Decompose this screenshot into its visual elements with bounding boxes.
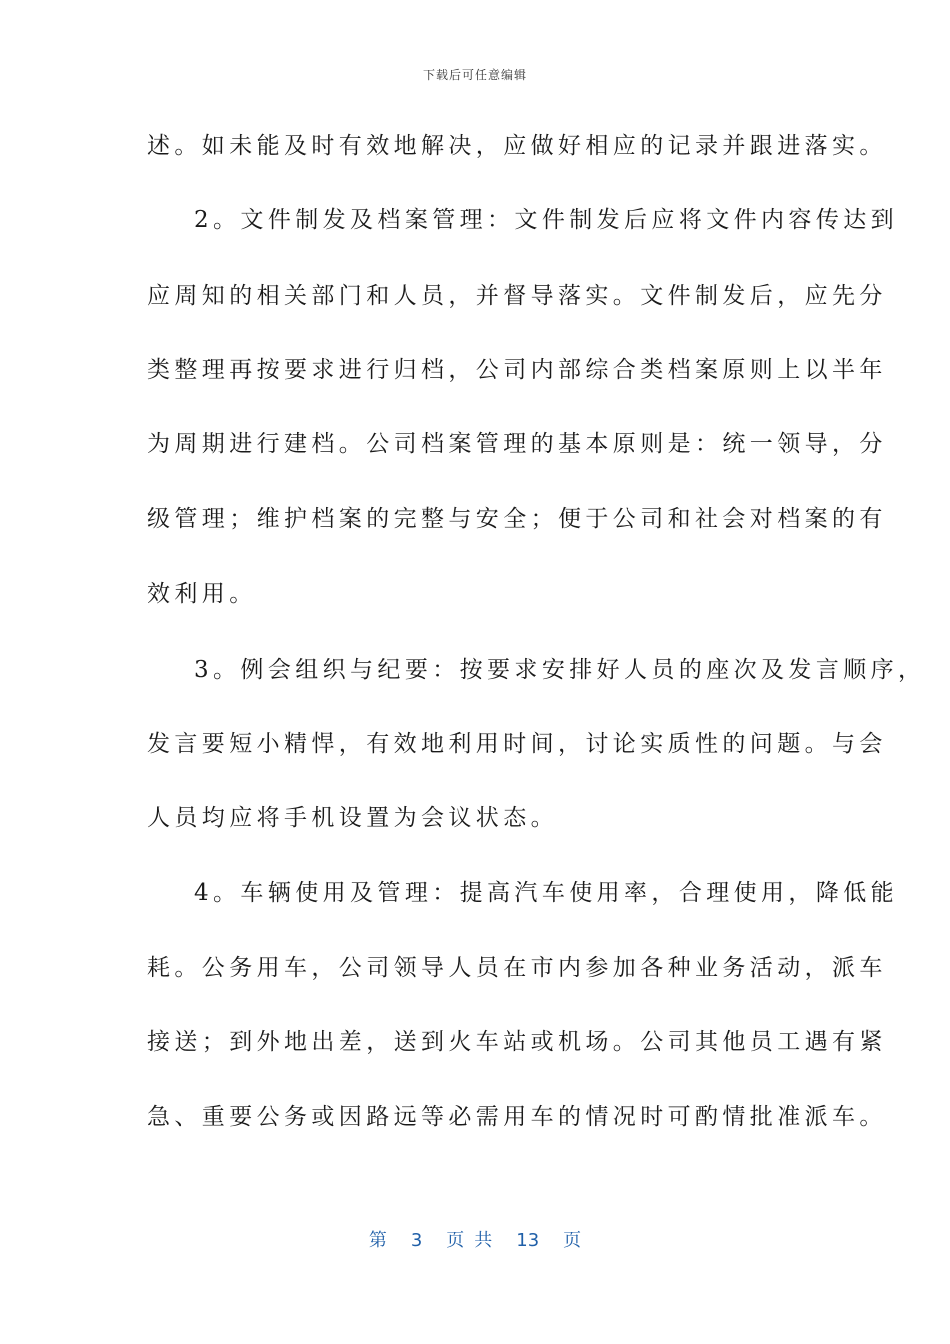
text-line: 述。如未能及时有效地解决，应做好相应的记录并跟进落实。: [147, 133, 887, 159]
text-line: 为周期进行建档。公司档案管理的基本原则是：统一领导，分: [147, 431, 887, 457]
text-line: 级管理；维护档案的完整与安全；便于公司和社会对档案的有: [147, 506, 887, 532]
footer-total-pages: 13: [516, 1230, 540, 1251]
text-line: 急、重要公务或因路远等必需用车的情况时可酌情批准派车。: [147, 1104, 887, 1130]
text-line: 3。例会组织与纪要：按要求安排好人员的座次及发言顺序，: [194, 657, 926, 683]
text-line: 接送；到外地出差，送到火车站或机场。公司其他员工遇有紧: [147, 1029, 887, 1055]
footer-prefix: 第: [368, 1230, 387, 1251]
footer-suffix: 页: [563, 1230, 582, 1251]
footer-middle: 页共: [446, 1230, 503, 1251]
text-line: 发言要短小精悍，有效地利用时间，讨论实质性的问题。与会: [147, 731, 887, 757]
text-line: 效利用。: [147, 581, 257, 607]
text-line: 类整理再按要求进行归档，公司内部综合类档案原则上以半年: [147, 357, 887, 383]
page-header: 下载后可任意编辑: [422, 68, 527, 82]
page-footer: [0, 1226, 950, 1252]
text-line: 4。车辆使用及管理：提高汽车使用率，合理使用，降低能: [194, 880, 899, 906]
footer-page-number: 3: [410, 1230, 423, 1251]
text-line: 耗。公务用车，公司领导人员在市内参加各种业务活动，派车: [147, 955, 887, 981]
text-line: 人员均应将手机设置为会议状态。: [147, 805, 558, 831]
text-line: 2。文件制发及档案管理：文件制发后应将文件内容传达到: [194, 207, 899, 233]
text-line: 应周知的相关部门和人员，并督导落实。文件制发后，应先分: [147, 283, 887, 309]
